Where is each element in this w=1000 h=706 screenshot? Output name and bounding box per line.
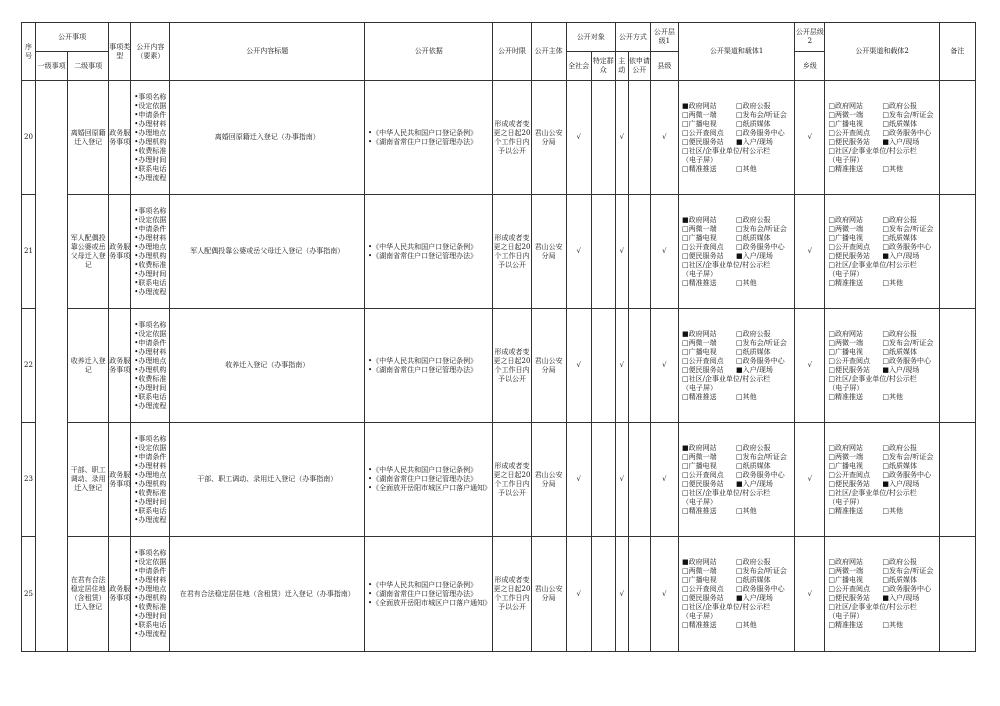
specific-group-cell [591, 423, 615, 537]
title-cell: 干部、职工调动、录用迁入登记（办事指南） [170, 423, 365, 537]
channel2-cell: □政府网站 □政府公报 □两微一端 □发布会/听证会 □广播电视 □纸质媒体 □公开查阅点 □政务服务中心 □便民服务站 ■入户/现场 □社区/企事业单位/村公示栏 （电子屏） □精准推送 □其他 [825, 537, 939, 652]
elements-cell: •事项名称 •设定依据 •申请条件 •办理材料 •办理地点 •办理机构 •收费标准 •办理时间 •联系电话 •办理流程 [131, 423, 170, 537]
active-check: √ [615, 81, 628, 195]
channel1-cell: ■政府网站 □政府公报 □两微一端 □发布会/听证会 □广播电视 □纸质媒体 □公开查阅点 □政务服务中心 □便民服务站 ■入户/现场 □社区/企事业单位/村公示栏 （电子屏） □精准推送 □其他 [678, 81, 794, 195]
header-specific-group: 特定群众 [591, 52, 615, 81]
type-cell: 政务服务事项 [109, 81, 131, 195]
specific-group-cell [591, 81, 615, 195]
subject-cell: 君山公安分局 [531, 309, 566, 423]
table-row [22, 537, 976, 652]
header-time-limit: 公开时限 [493, 23, 531, 81]
basis-cell: •《中华人民共和国户口登记条例》 •《湖南省常住户口登记管理办法》 [365, 309, 493, 423]
channel1-cell: ■政府网站 □政府公报 □两微一端 □发布会/听证会 □广播电视 □纸质媒体 □公开查阅点 □政务服务中心 □便民服务站 ■入户/现场 □社区/企事业单位/村公示栏 （电子屏） □精准推送 □其他 [678, 195, 794, 309]
header-method: 公开方式 [615, 23, 650, 52]
channel2-cell: □政府网站 □政府公报 □两微一端 □发布会/听证会 □广播电视 □纸质媒体 □公开查阅点 □政务服务中心 □便民服务站 ■入户/现场 □社区/企事业单位/村公示栏 （电子屏） □精准推送 □其他 [825, 309, 939, 423]
county-check: √ [650, 423, 678, 537]
channel2-cell: □政府网站 □政府公报 □两微一端 □发布会/听证会 □广播电视 □纸质媒体 □公开查阅点 □政务服务中心 □便民服务站 ■入户/现场 □社区/企事业单位/村公示栏 （电子屏） □精准推送 □其他 [825, 81, 939, 195]
type-cell: 政务服务事项 [109, 309, 131, 423]
type-cell: 政务服务事项 [109, 195, 131, 309]
remark-cell [939, 81, 975, 195]
subject-cell: 君山公安分局 [531, 423, 566, 537]
seq-cell: 25 [22, 537, 36, 652]
time-limit-cell: 形成或者变更之日起20个工作日内予以公开 [493, 537, 531, 652]
on-request-cell [628, 423, 650, 537]
elements-cell: •事项名称 •设定依据 •申请条件 •办理材料 •办理地点 •办理机构 •收费标准 •办理时间 •联系电话 •办理流程 [131, 81, 170, 195]
table-row [22, 195, 976, 309]
remark-cell [939, 195, 975, 309]
header-county: 县级 [650, 52, 678, 81]
remark-cell [939, 309, 975, 423]
basis-cell: •《中华人民共和国户口登记条例》 •《湖南省常住户口登记管理办法》 •《全面放开岳阳市城区户口落户通知》 [365, 537, 493, 652]
seq-cell: 23 [22, 423, 36, 537]
on-request-cell [628, 309, 650, 423]
on-request-cell [628, 537, 650, 652]
basis-cell: •《中华人民共和国户口登记条例》 •《湖南省常住户口登记管理办法》 [365, 195, 493, 309]
county-check: √ [650, 309, 678, 423]
time-limit-cell: 形成或者变更之日起20个工作日内予以公开 [493, 195, 531, 309]
seq-cell: 20 [22, 81, 36, 195]
channel1-cell: ■政府网站 □政府公报 □两微一端 □发布会/听证会 □广播电视 □纸质媒体 □公开查阅点 □政务服务中心 □便民服务站 ■入户/现场 □社区/企事业单位/村公示栏 （电子屏） □精准推送 □其他 [678, 309, 794, 423]
header-seq: 序号 [22, 23, 36, 81]
table-row [22, 423, 976, 537]
county-check: √ [650, 81, 678, 195]
level2-cell: 离婚回原籍迁入登记 [68, 81, 109, 195]
level2-cell: 在君有合法稳定居住地（含租赁）迁入登记 [68, 537, 109, 652]
header-level-a: 公开层级1 [650, 23, 678, 52]
subject-cell: 君山公安分局 [531, 537, 566, 652]
remark-cell [939, 423, 975, 537]
header-subject: 公开主体 [531, 23, 566, 81]
elements-cell: •事项名称 •设定依据 •申请条件 •办理材料 •办理地点 •办理机构 •收费标准 •办理时间 •联系电话 •办理流程 [131, 309, 170, 423]
header-active: 主动 [615, 52, 628, 81]
active-check: √ [615, 195, 628, 309]
header-content-title: 公开内容标题 [170, 23, 365, 81]
active-check: √ [615, 309, 628, 423]
channel1-cell: ■政府网站 □政府公报 □两微一端 □发布会/听证会 □广播电视 □纸质媒体 □公开查阅点 □政务服务中心 □便民服务站 ■入户/现场 □社区/企事业单位/村公示栏 （电子屏） □精准推送 □其他 [678, 537, 794, 652]
county-check: √ [650, 537, 678, 652]
level2-cell: 军人配偶投靠公婆或岳父母迁入登记 [68, 195, 109, 309]
county-check: √ [650, 195, 678, 309]
on-request-cell [628, 81, 650, 195]
township-check: √ [795, 309, 825, 423]
seq-cell: 21 [22, 195, 36, 309]
header-channel2: 公开渠道和载体2 [825, 23, 939, 81]
channel2-cell: □政府网站 □政府公报 □两微一端 □发布会/听证会 □广播电视 □纸质媒体 □公开查阅点 □政务服务中心 □便民服务站 ■入户/现场 □社区/企事业单位/村公示栏 （电子屏） □精准推送 □其他 [825, 423, 939, 537]
specific-group-cell [591, 537, 615, 652]
header-level2: 二级事项 [68, 52, 109, 81]
seq-cell: 22 [22, 309, 36, 423]
header-whole-society: 全社会 [566, 52, 591, 81]
title-cell: 在君有合法稳定居住地（含租赁）迁入登记（办事指南） [170, 537, 365, 652]
header-content-elements: 公开内容（要素） [131, 23, 170, 81]
active-check: √ [615, 423, 628, 537]
header-channel1: 公开渠道和载体1 [678, 23, 794, 81]
township-check: √ [795, 81, 825, 195]
disclosure-table [21, 22, 976, 652]
whole-society-check: √ [566, 195, 591, 309]
title-cell: 离婚回原籍迁入登记（办事指南） [170, 81, 365, 195]
township-check: √ [795, 423, 825, 537]
header-row-1 [22, 23, 976, 52]
whole-society-check: √ [566, 537, 591, 652]
subject-cell: 君山公安分局 [531, 81, 566, 195]
basis-cell: •《中华人民共和国户口登记条例》 •《湖南省常住户口登记管理办法》 [365, 81, 493, 195]
time-limit-cell: 形成或者变更之日起20个工作日内予以公开 [493, 81, 531, 195]
remark-cell [939, 537, 975, 652]
type-cell: 政务服务事项 [109, 537, 131, 652]
active-check: √ [615, 537, 628, 652]
township-check: √ [795, 537, 825, 652]
table-row [22, 309, 976, 423]
basis-cell: •《中华人民共和国户口登记条例》 •《湖南省常住户口登记管理办法》 •《全面放开岳阳市城区户口落户通知》 [365, 423, 493, 537]
specific-group-cell [591, 309, 615, 423]
specific-group-cell [591, 195, 615, 309]
whole-society-check: √ [566, 423, 591, 537]
level2-cell: 收养迁入登记 [68, 309, 109, 423]
header-on-request: 依申请公开 [628, 52, 650, 81]
whole-society-check: √ [566, 81, 591, 195]
header-township: 乡级 [795, 52, 825, 81]
channel1-cell: ■政府网站 □政府公报 □两微一端 □发布会/听证会 □广播电视 □纸质媒体 □公开查阅点 □政务服务中心 □便民服务站 ■入户/现场 □社区/企事业单位/村公示栏 （电子屏） □精准推送 □其他 [678, 423, 794, 537]
header-basis: 公开依据 [365, 23, 493, 81]
level1-cell [36, 81, 68, 652]
time-limit-cell: 形成或者变更之日起20个工作日内予以公开 [493, 309, 531, 423]
level2-cell: 干部、职工调动、录用迁入登记 [68, 423, 109, 537]
whole-society-check: √ [566, 309, 591, 423]
header-matter-type: 事项类型 [109, 23, 131, 81]
header-level1: 一级事项 [36, 52, 68, 81]
header-target: 公开对象 [566, 23, 615, 52]
header-level-b: 公开层级2 [795, 23, 825, 52]
table-row [22, 81, 976, 195]
type-cell: 政务服务事项 [109, 423, 131, 537]
header-public-matters: 公开事项 [36, 23, 109, 52]
subject-cell: 君山公安分局 [531, 195, 566, 309]
time-limit-cell: 形成或者变更之日起20个工作日内予以公开 [493, 423, 531, 537]
channel2-cell: □政府网站 □政府公报 □两微一端 □发布会/听证会 □广播电视 □纸质媒体 □公开查阅点 □政务服务中心 □便民服务站 ■入户/现场 □社区/企事业单位/村公示栏 （电子屏） □精准推送 □其他 [825, 195, 939, 309]
header-remark: 备注 [939, 23, 975, 81]
title-cell: 军人配偶投靠公婆或岳父母迁入登记（办事指南） [170, 195, 365, 309]
title-cell: 收养迁入登记（办事指南） [170, 309, 365, 423]
township-check: √ [795, 195, 825, 309]
elements-cell: •事项名称 •设定依据 •申请条件 •办理材料 •办理地点 •办理机构 •收费标准 •办理时间 •联系电话 •办理流程 [131, 195, 170, 309]
on-request-cell [628, 195, 650, 309]
elements-cell: •事项名称 •设定依据 •申请条件 •办理材料 •办理地点 •办理机构 •收费标准 •办理时间 •联系电话 •办理流程 [131, 537, 170, 652]
